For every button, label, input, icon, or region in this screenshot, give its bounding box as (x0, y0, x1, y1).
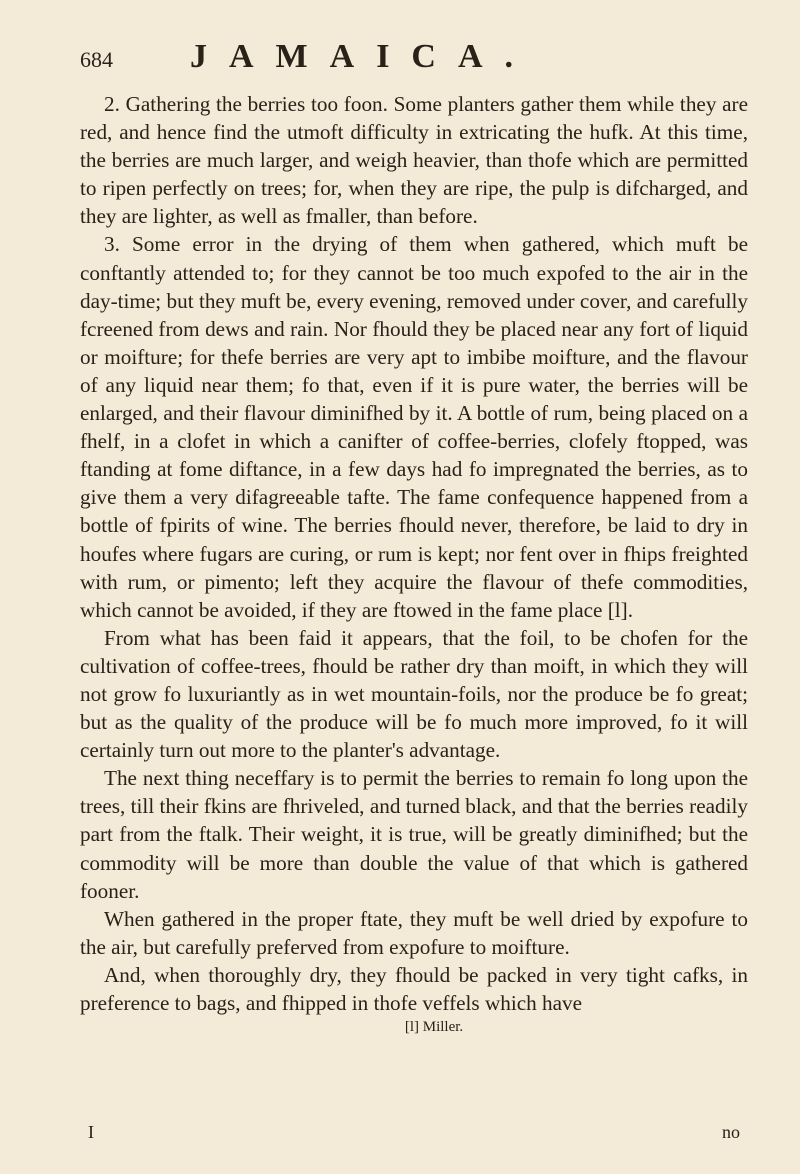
paragraph: 2. Gathering the berries too foon. Some planters gather them while they are red, and hence find the utmoft difficulty in extricating the hufk. At this time, the berries are much larger, and weigh heavier, than thofe which are permitted to ripen perfectly on trees; for, when they are ripe, the pulp is difcharged, and they are lighter, as well as fmaller, than before. (80, 92, 748, 229)
catchword: no (722, 1122, 740, 1142)
running-title: JAMAICA. (190, 38, 536, 75)
paragraph: 3. Some error in the drying of them when gathered, which muft be conftantly attended to; for they cannot be too much expofed to the air in the day-time; but they muft be, every evening, removed under cover, and carefully fcreened from dews and rain. Nor fhould they be placed near any fort of liquid or moifture; for thefe berries are very apt to imbibe moifture, and the flavour of any liquid near them; fo that, even if it is pure water, the berries will be enlarged, and their flavour diminifhed by it. A bottle of rum, being placed on a fhelf, in a clofet in which a canifter of coffee-berries, clofely ftopped, was ftanding at fome diftance, in a few days had fo impregnated the berries, as to give them a very difagreeable tafte. The fame confequence happened from a bottle of fpirits of wine. The berries fhould never, therefore, be laid to dry in houfes where fugars are curing, or rum is kept; nor fent over in fhips freighted with rum, or pimento; left they acquire the flavour of thefe commodities, which cannot be avoided, if they are ftowed in the fame place [l]. (80, 232, 748, 622)
paragraph: When gathered in the proper ftate, they muft be well dried by expofure to the air, but carefully preferved from expofure to moifture. (80, 906, 748, 959)
signature-mark: I (88, 1122, 94, 1142)
paragraph: From what has been faid it appears, that the foil, to be chofen for the cultivation of coffee-trees, fhould be rather dry than moift, in which they will not grow fo luxuriantly as in wet mountain-foils, nor the produce be fo great; but as the quality of the produce will be fo much more improved, fo it will certainly turn out more to the planter's advantage. (80, 625, 748, 763)
page-header (80, 38, 748, 90)
footnote: [l] Miller. (404, 1019, 464, 1036)
body-text (80, 90, 748, 1017)
paragraph: And, when thoroughly dry, they fhould be packed in very tight cafks, in preference to bags, and fhipped in thofe veffels which have (80, 962, 748, 1015)
page-footer (88, 1122, 740, 1143)
paragraph: The next thing neceffary is to permit the berries to remain fo long upon the trees, till their fkins are fhriveled, and turned black, and that the berries readily part from the ftalk. Their weight, it is true, will be greatly diminifhed; but the commodity will be more than double the value of that which is gathered fooner. (80, 766, 748, 903)
page-number: 684 (80, 47, 113, 72)
